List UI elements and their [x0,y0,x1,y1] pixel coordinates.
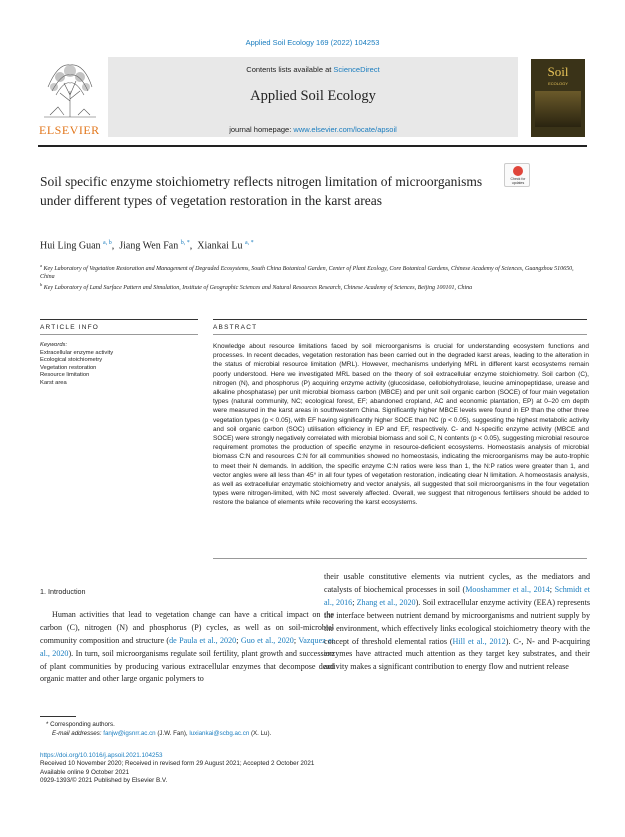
article-title: Soil specific enzyme stoichiometry reflects nitrogen limitation of microorganisms under different types of vegetation restoration in the karst areas [40,174,483,208]
affiliation: $^a$ Key Laboratory of Vegetation Restoration and Management of Degraded Ecosystems, South China Botanical Garden, Center of Plant Ecology, Core Botanical Gardens, Chinese Academy of Sciences, Guangzhou 510650, China [40,263,574,280]
email-line: E-mail addresses: fanjw@igsnrr.ac.cn (J.W. Fan), luxiankai@scbg.ac.cn (X. Lu). [52,730,272,737]
cover-subtitle: ECOLOGY [548,81,568,86]
journal-cover-thumbnail[interactable] [531,59,585,137]
intro-right-text [324,571,590,674]
keyword: Ecological stoichiometry [40,357,103,364]
intro-left-column [40,586,334,686]
doi-link[interactable]: https://doi.org/10.1016/j.apsoil.2021.104253 [40,752,163,759]
citation-link[interactable]: de Paula et al., 2020 [169,635,237,645]
body-text: Human activities that lead to vegetation change can have a critical impact on the carbon (C), nitrogen (N) and phosphorus (P) cycles, as well as on soil-microbial community composition and structure ( [40,609,334,645]
divider [40,319,198,320]
body-text: ). Soil extracellular enzyme activity (EEA) represents the interface between nutrient demand by microorganisms and nutrient supply by the environment, which effectively links ecological stoichiometry theory with the concept of threshold elemental ratios ( [324,597,590,646]
citation-link[interactable]: Mooshammer et al., 2014 [465,584,550,594]
check-updates-label: Check for updates [510,177,526,185]
homepage-link[interactable]: www.elsevier.com/locate/apsoil [293,125,397,134]
cover-image [535,91,581,127]
contents-line: Contents lists available at ScienceDirect [246,65,380,74]
divider [213,558,587,559]
citation-link[interactable]: Schmidt et al., 2016 [324,584,590,607]
body-text: their usable constitutive elements via nutrient cycles, as the mediators and catalysts of biochemical processes in soil ( [324,572,590,594]
body-text: ; [293,635,299,645]
citation-link[interactable]: Zhang et al., 2020 [356,597,416,607]
divider [213,319,587,320]
received-dates: Received 10 November 2020; Received in revised form 29 August 2021; Accepted 2 October 2021 [40,760,315,768]
author-name[interactable]: Xiankai Lu [197,240,243,252]
publisher-name: ELSEVIER [39,123,100,137]
header-divider [38,145,587,147]
footnote [40,720,271,738]
author-affiliation-marker[interactable]: a, b [103,240,112,246]
keyword: Karst area [40,379,67,386]
article-footer [40,752,314,786]
body-text: ; [236,635,241,645]
citation-link[interactable]: Guo et al., 2020 [240,635,294,645]
corresponding-note: * Corresponding authors. [46,721,115,728]
keyword: Resource limitation [40,372,90,379]
keyword: Vegetation restoration [40,364,97,371]
journal-header [38,57,587,139]
cover-title: Soil [547,64,569,79]
article-info-heading: ARTICLE INFO [40,324,100,331]
keywords-block [40,342,198,388]
intro-left-text [40,609,334,686]
body-text: ; [352,597,357,607]
email-link[interactable]: luxiankai@scbg.ac.cn [189,730,250,737]
email-link[interactable]: fanjw@igsnrr.ac.cn [103,730,156,737]
sciencedirect-link[interactable]: ScienceDirect [333,65,380,74]
abstract-text: Knowledge about resource limitations faced by soil microorganisms is crucial for understanding ecosystem functions and processes. In recent decades, vegetation restoration has been carried out in the degraded karst areas, leading to the alteration in the status of microbial resource limitation (MRL). However, mechanisms underlying MRL in different karst ecosystems remain poorly understood. Here we investigated MRL based on the theory of soil extracellular enzyme stoichiometry. Soil carbon (C), nitrogen (N), and phosphorus (P) acquiring enzyme activity (glucosidase, cellobiohydrolase, leucine aminopeptidase, urease and alkaline phosphatase) per unit microbial biomass carbon (MBCE) and per unit soil organic carbon (SOCE) of four main vegetation types (natural community, NC; ecological forest, EF; abandoned cropland, AC and economic plantation, EP) at 0–20 cm depth were measured in the karst areas in southwestern China. Significantly higher MBCE levels were found in EP than the other three vegetation types (p < 0.05), with EF having significantly higher SOCE than NC (p < 0.05), suggesting the highest metabolic activity and soil organic carbon (SOC) utilisation efficiency in EP and EF, respectively. C- and N-specific enzyme activity (MBCE and SOCE) were strongly negatively correlated with microbial biomass and soil C, N contents (p < 0.05), suggesting microbial resource requirement promotes the production of specific enzyme in resource-deficient ecosystems. Homeostasis analysis of microbial biomass C:N and resources C:N for all communities showed no homeostasis, indicating the microorganisms may be auto-trophic to meet their N demands. In addition, the specific enzyme C:N ratios were less than 1, the N:P ratios were greater than 1, and vector angles were all less than 45° in all four types of vegetation restoration, indicating clear N limitation. A homeostasis analysis, as well as extracellular enzymatic stoichiometry and vector analysis, all suggested that soil microorganisms in the four vegetation types were nitrogen-limited, with NC most severely affected. Overall, we suggest that nitrogenous fertilisers should be added to restore the balance of elements while recovering the karst ecosystems. [213,343,589,507]
homepage-line: journal homepage: www.elsevier.com/locate/apsoil [229,125,397,134]
journal-banner [108,57,518,137]
author-affiliation-marker[interactable]: b, * [180,240,190,246]
check-updates-icon [513,166,523,176]
keywords-label: Keywords: [40,342,68,348]
affiliations [40,262,585,292]
elsevier-tree-logo [38,57,102,137]
author-affiliation-marker[interactable]: a, * [245,240,254,246]
available-online: Available online 9 October 2021 [40,768,130,776]
citation-link[interactable]: Vazquez et al., 2020 [40,635,334,658]
citation-link[interactable]: Hill et al., 2012 [452,636,506,646]
author-list: Hui Ling Guan $^{a, b}$, Jiang Wen Fan $^{b, *}$, Xiankai Lu $^{a, *}$ [40,240,254,252]
journal-reference[interactable]: Applied Soil Ecology 169 (2022) 104253 [245,38,380,47]
journal-title: Applied Soil Ecology [250,88,376,104]
divider [40,334,198,335]
author-name[interactable]: Hui Ling Guan [40,240,101,252]
intro-heading: 1. Introduction [40,587,86,596]
copyright: 0929-1393/© 2021 Published by Elsevier B.V. [40,777,168,785]
check-for-updates-button[interactable] [504,163,530,187]
intro-right-column [324,571,590,674]
affiliation: $^b$ Key Laboratory of Land Surface Pattern and Simulation, Institute of Geographic Sciences and Natural Resources Research, Chinese Academy of Sciences, Beijing 100101, China [40,282,473,291]
footnote-divider [40,716,76,717]
body-text: ). C-, N- and P-acquiring enzymes have attracted much attention as they target key substrates, and their activity makes a significant contribution to energy flow and nutrient release [324,636,591,672]
author-name[interactable]: Jiang Wen Fan [119,240,179,252]
divider [213,334,587,335]
abstract-heading: ABSTRACT [213,324,258,331]
keyword: Extracellular enzyme activity [40,349,114,356]
body-text: ; [549,584,555,594]
body-text: ). In turn, soil microorganisms regulate soil fertility, plant growth and succession of plant communities by producing various extracellular enzymes that decompose dead organic matter and other large organic polymers to [40,648,334,684]
